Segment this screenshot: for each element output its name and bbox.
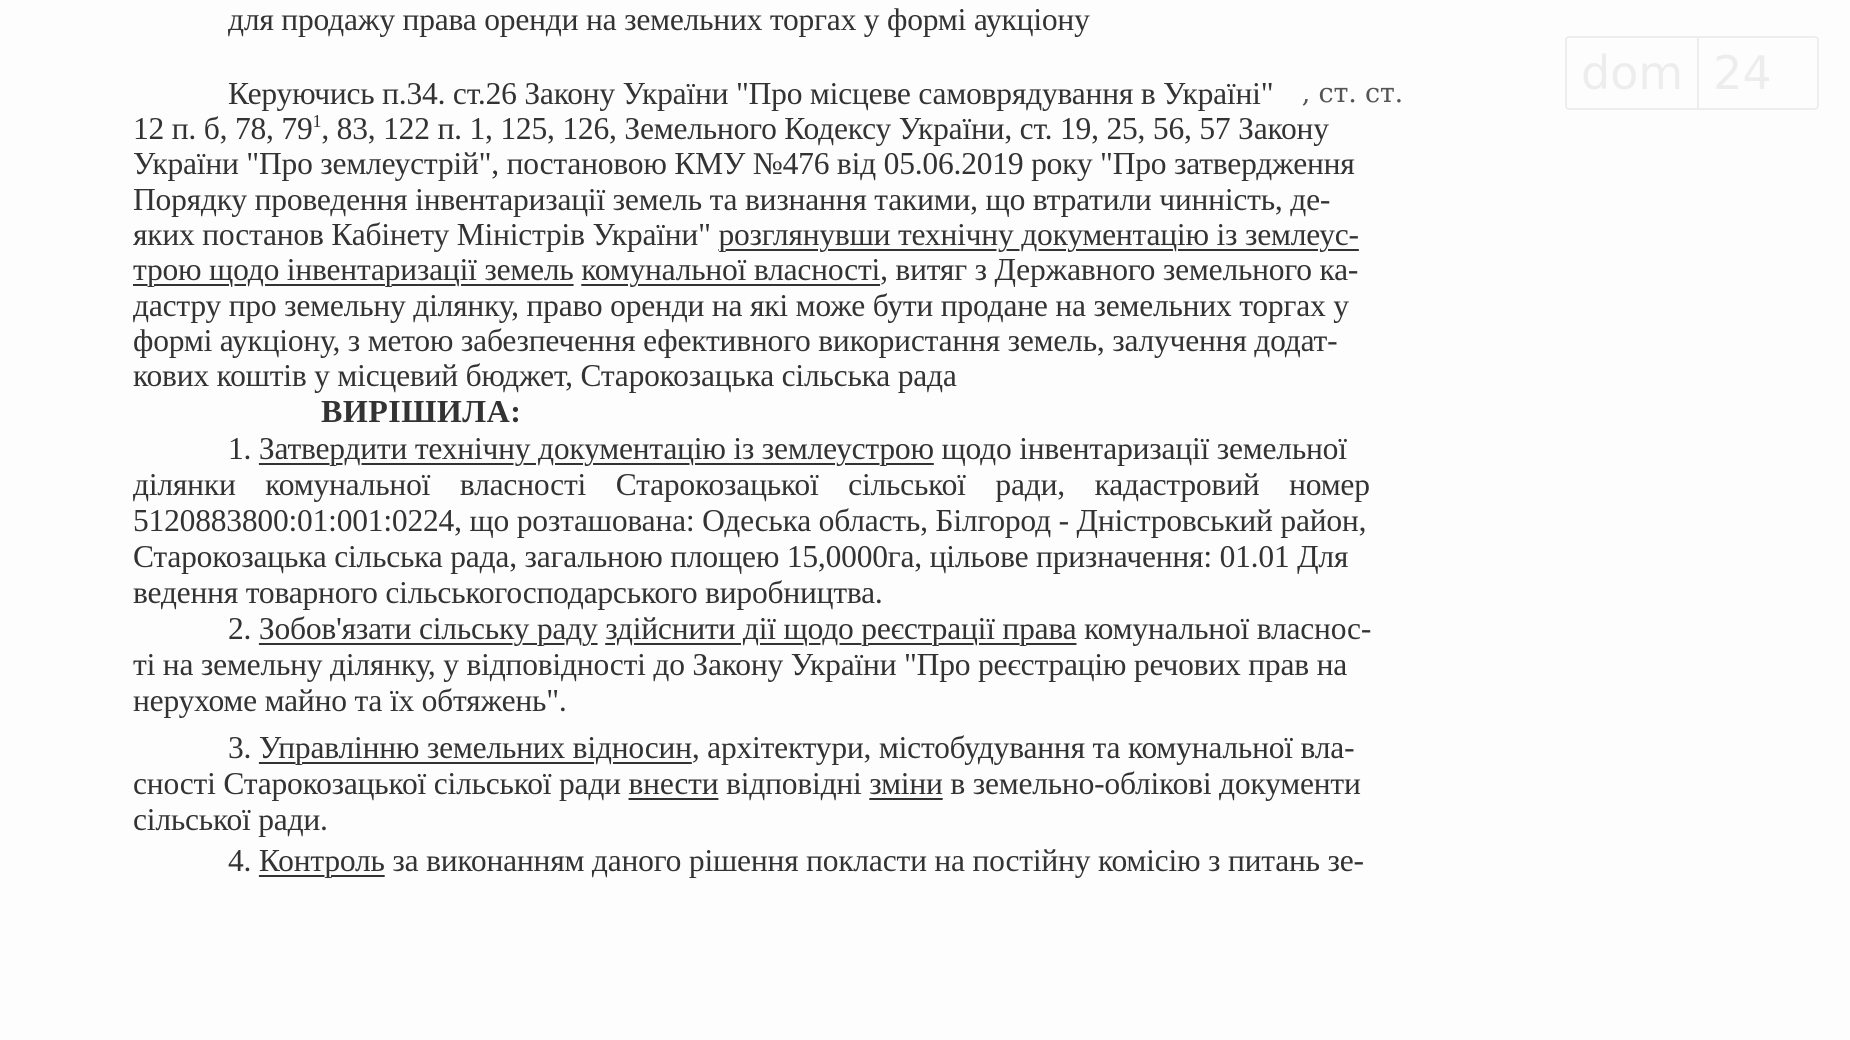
item-line [133,766,1403,802]
preamble-text: Порядку проведення інвентаризації земель та визнання такими, що втратили чинність, де- [133,182,1331,217]
preamble-line [133,182,1403,218]
preamble-text: України "Про землеустрій", постановою КМУ №476 від 05.06.2019 року "Про затвердження [133,146,1355,181]
preamble-text: формі аукціону, з метою забезпечення ефективного використання земель, залучення додат- [133,323,1338,358]
watermark-badge: 24 [1697,38,1786,108]
title-line [228,2,1498,38]
preamble-line [133,323,1403,359]
preamble-text: , ст. ст. [1301,78,1403,109]
item-text: нерухоме майно та їх обтяжень". [133,683,567,718]
resolution-heading [321,393,1591,429]
item-text: Старокозацька сільська рада, загальною площею 15,0000га, цільове призначення: 01.01 Для [133,539,1349,574]
watermark-text: dom [1581,46,1684,100]
item-number: 1. [228,431,252,466]
preamble-line [133,146,1403,182]
item-line [133,575,1403,611]
heading-text: ВИРІШИЛА: [321,393,522,429]
preamble-text: дастру про земельну ділянку, право оренди на які може бути продане на земельних торгах у [133,288,1349,323]
cadastral-number-line: 5120883800:01:001:0224, що розташована: Одеська область, Білгород - Дністровський район, [133,503,1367,538]
preamble-line [133,111,1403,147]
preamble-line [133,217,1403,253]
item-line [228,431,1498,467]
underlined-phrase: розглянувши технічну документацію із землеус- [718,217,1359,252]
item-line [133,647,1403,683]
underlined-phrase: Управлінню земельних відносин [258,730,692,765]
preamble-line [133,358,1403,394]
preamble-line [228,76,1403,112]
underlined-phrase: внести [628,766,719,801]
underlined-phrase: трою щодо інвентаризації земель [133,252,574,287]
item-line [133,802,1403,838]
title-text: для продажу права оренди на земельних торгах у формі аукціону [228,2,1090,37]
item-text: сільської ради. [133,802,328,837]
item-text: ділянки комунальної власності Старокозацької сільської ради, кадастровий номер [133,467,1370,502]
watermark [1565,36,1819,110]
underlined-phrase: Контроль [258,843,385,878]
preamble-line [133,288,1403,324]
item-line [133,503,1403,539]
item-text: 1. Затвердити технічну документацію із землеустрою щодо інвентаризації земельної [228,431,1347,466]
underlined-phrase: Затвердити технічну документацію із землеустрою [258,431,934,466]
item-line [228,611,1498,647]
item-line [133,539,1403,575]
item-line [228,730,1498,766]
item-line [133,467,1403,503]
underlined-phrase: здійснити дії щодо реєстрації права [605,611,1077,646]
item-text: 4. Контроль за виконанням даного рішення покласти на постійну комісію з питань зе- [228,843,1364,878]
item-line [133,683,1403,719]
item-line [228,843,1498,879]
underlined-phrase: зміни [869,766,943,801]
superscript: 1 [312,111,322,131]
item-text: ті на земельну ділянку, у відповідності до Закону України "Про реєстрацію речових прав на [133,647,1348,682]
item-text: сності Старокозацької сільської ради внести відповідні зміни в земельно-облікові документи [133,766,1361,801]
item-text: 2. Зобов'язати сільську раду здійснити дії щодо реєстрації права комунальної власнос- [228,611,1372,646]
item-text: 3. Управлінню земельних відносин, архітектури, містобудування та комунальної вла- [228,730,1355,765]
item-number: 4. [228,843,252,878]
preamble-text: кових коштів у місцевий бюджет, Старокозацька сільська рада [133,358,957,393]
underlined-phrase: комунальної власності [581,252,881,287]
underlined-phrase: Зобов'язати сільську раду [258,611,598,646]
preamble-text: трою щодо інвентаризації земель комунальної власності, витяг з Державного земельного ка- [133,252,1359,287]
preamble-line [133,252,1403,288]
preamble-text: Керуючись п.34. ст.26 Закону України "Про місцеве самоврядування в Україні" [228,76,1274,111]
item-text: ведення товарного сільськогосподарського виробництва. [133,575,883,610]
item-number: 2. [228,611,252,646]
preamble-text: 12 п. б, 78, $79^1$, 83, 122 п. 1, 125, 126, Земельного Кодексу України, ст. 19, 25, 56, 57 Закону [133,111,1329,146]
preamble-text: яких постанов Кабінету Міністрів України" розглянувши технічну документацію із землеус- [133,217,1359,252]
item-number: 3. [228,730,252,765]
